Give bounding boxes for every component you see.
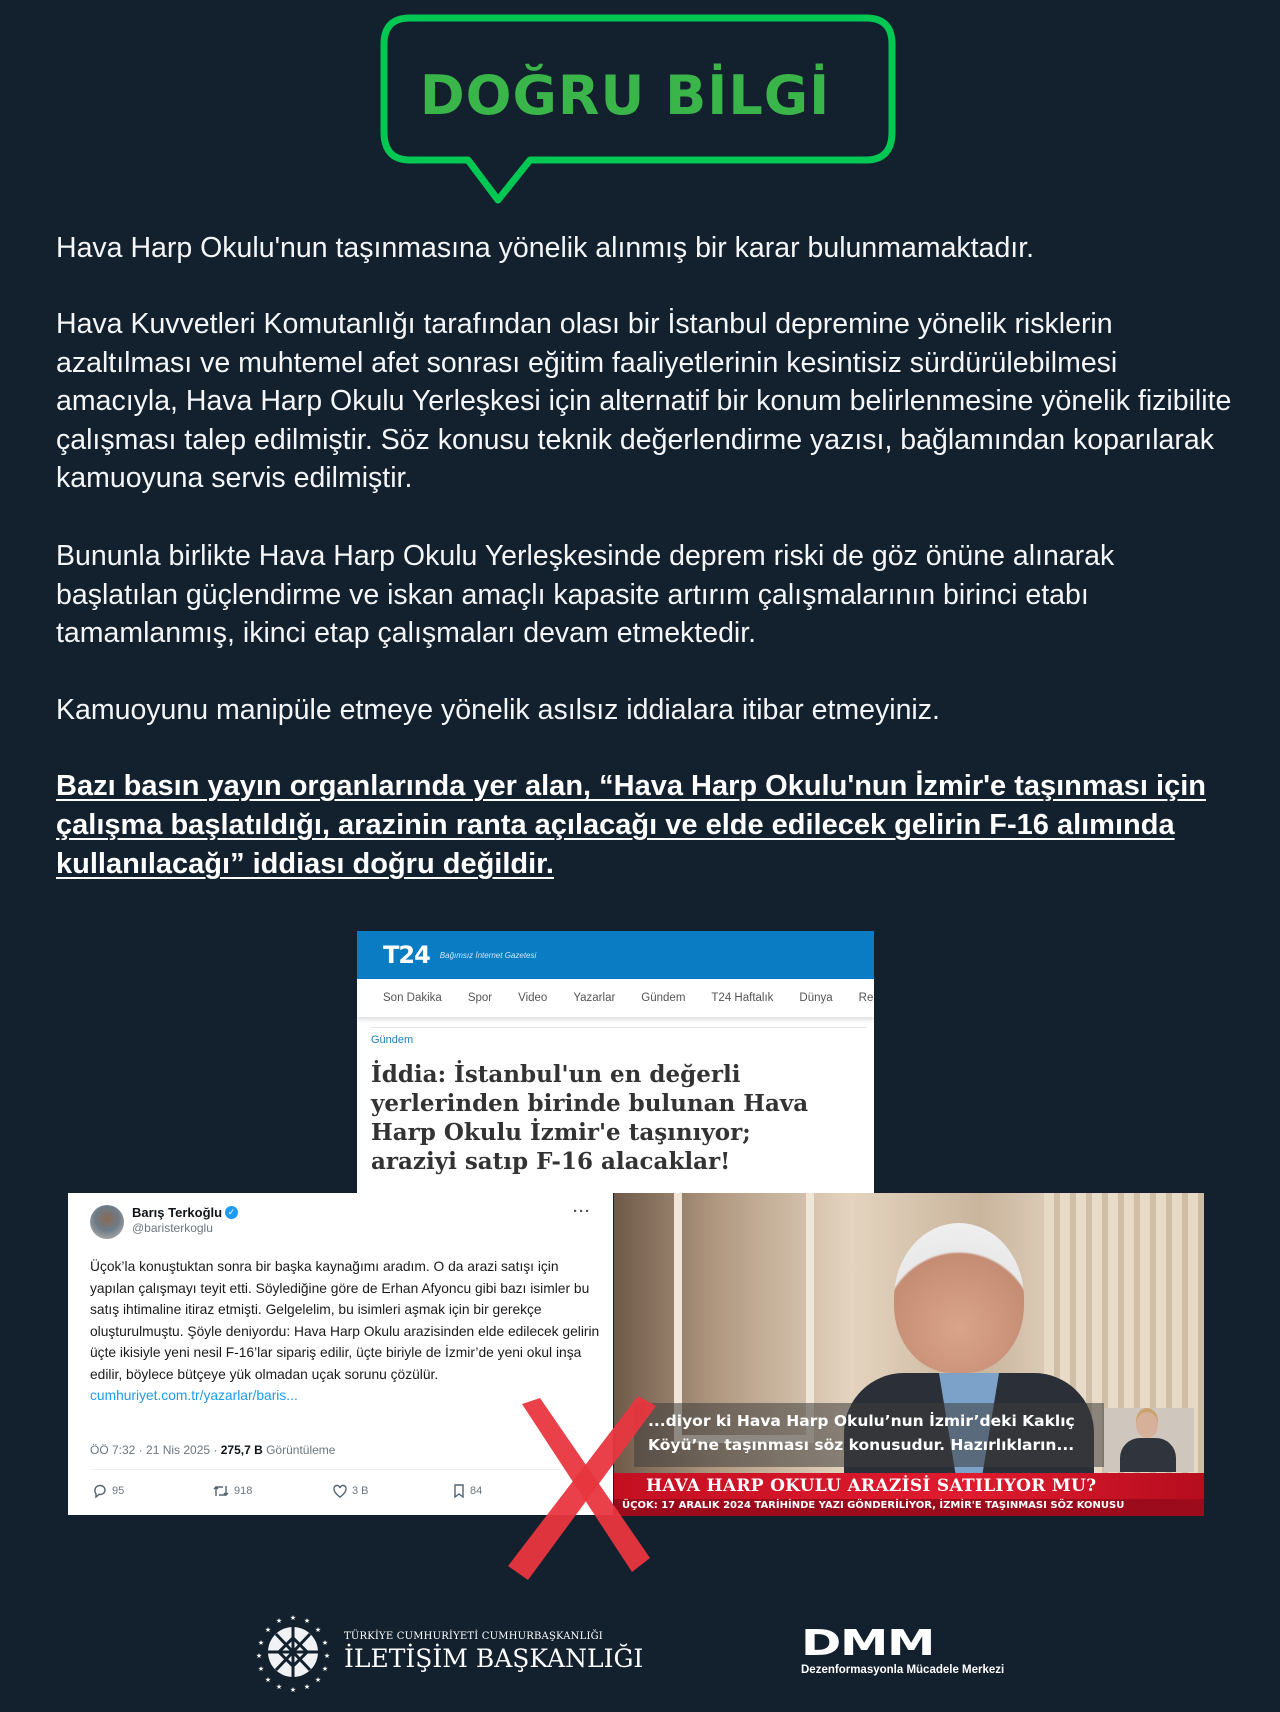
t24-nav-item: Re (858, 992, 874, 1004)
iletisim-big-text: İLETİŞİM BAŞKANLIĞI (344, 1644, 644, 1673)
t24-nav-item: T24 Haftalık (711, 992, 774, 1004)
paragraph-no-decision: Hava Harp Okulu'nun taşınmasına yönelik alınmış bir karar bulunmamaktadır. (56, 232, 1035, 264)
claim-statement: Bazı basın yayın organlarında yer alan, “Hava Harp Okulu'nun İzmir'e taşınması için çalışma başlatıldığı, arazinin ranta açılacağı ve elde edilecek gelirin F-16 alımında kullanılacağı” iddiası doğru değildir. (56, 770, 1206, 880)
tweet-author-name: Barış Terkoğlu ✓ (132, 1205, 238, 1220)
page-title: DOĞRU BİLGİ (419, 64, 831, 127)
iletisim-small-text: TÜRKİYE CUMHURİYETİ CUMHURBAŞKANLIĞI (344, 1631, 603, 1642)
t24-nav-item: Spor (467, 992, 493, 1004)
tweet-handle: @baristerkoglu (132, 1221, 213, 1235)
like-count: 3 B (332, 1483, 452, 1499)
emblem-icon (256, 1612, 330, 1692)
svg-text:★: ★ (314, 1676, 322, 1684)
svg-text:★: ★ (321, 1665, 329, 1673)
t24-divider (371, 1027, 867, 1028)
t24-tagline: Bağımsız İnternet Gazetesi (439, 950, 537, 960)
t24-nav (357, 979, 874, 1017)
reply-icon (92, 1483, 108, 1499)
tv-ticker: ÜÇOK: 17 ARALIK 2024 TARİHİNDE YAZI GÖNDERİLİYOR, İZMİR'E TAŞINMASI SÖZ KONUSU (622, 1500, 1125, 1511)
t24-headline: İddia: İstanbul'un en değerli yerlerinden birinde bulunan Hava Harp Okulu İzmir'e taşınıyor; araziyi satıp F-16 alacaklar! (371, 1061, 809, 1175)
more-options-icon: ··· (573, 1203, 591, 1220)
svg-text:★: ★ (289, 1614, 297, 1622)
svg-text:★: ★ (321, 1639, 329, 1647)
verified-badge-icon: ✓ (225, 1206, 238, 1219)
dmm-subtitle: Dezenformasyonla Mücadele Merkezi (801, 1664, 1005, 1676)
svg-text:★: ★ (257, 1639, 265, 1647)
svg-text:★: ★ (264, 1626, 272, 1634)
bookmark-icon (452, 1483, 466, 1499)
t24-header (357, 931, 874, 979)
tweet-author (90, 1205, 238, 1239)
t24-nav-item: Yazarlar (573, 992, 616, 1004)
t24-news-screenshot (357, 931, 874, 1193)
t24-logo: T24 (383, 941, 430, 969)
retweet-count: 918 (212, 1483, 332, 1499)
t24-nav-item: Son Dakika (383, 992, 442, 1004)
tv-banner-title: HAVA HARP OKULU ARAZİSİ SATILIYOR MU? (646, 1476, 1097, 1496)
paragraph-warning: Kamuoyunu manipüle etmeye yönelik asılsız iddialara itibar etmeyiniz. (56, 694, 940, 726)
paragraph-strengthening: Bununla birlikte Hava Harp Okulu Yerleşkesinde deprem riski de göz önüne alınarak başlatılan güçlendirme ve iskan amaçlı kapasite artırım çalışmalarının birinci etabı tamamlanmış, ikinci etap çalışmaları devam etmektedir. (56, 540, 1115, 649)
tv-broadcast-screenshot (614, 1193, 1204, 1516)
iletisim-baskanligi-logo (256, 1612, 643, 1692)
t24-category: Gündem (371, 1034, 414, 1046)
svg-text:★: ★ (303, 1617, 311, 1625)
t24-nav-item: Gündem (641, 992, 686, 1004)
dogru-bilgi-header (380, 14, 896, 206)
svg-text:★: ★ (257, 1665, 265, 1673)
tweet-body: Üçok’la konuştuktan sonra bir başka kaynağımı aradım. O da arazi satışı için yapılan çalışmayı teyit etti. Söylediğine göre de Erhan Afyoncu gibi bazı isimler bu satış ihtimaline itiraz etmişti. Gelgelelim, bu isimleri aşmak için bir gerekçe oluşturulmuştu. Şöyle deniyordu: Hava Harp Okulu arazisinden elde edilecek gelirin üçte ikisiyle yeni nesil F-16’lar sipariş edilir, üçte biriyle de İzmir’de yeni okul inşa edilir, böylece bütçeye yük olmadan uçak sorunu çözülür. cumhuriyet.com.tr/yazarlar/baris... (90, 1259, 600, 1403)
t24-nav-item: Video (518, 992, 548, 1004)
red-x-false-icon (500, 1390, 660, 1580)
avatar (90, 1205, 124, 1239)
tv-subtitle: ...diyor ki Hava Harp Okulu’nun İzmir’deki Kaklıç Köyü’ne taşınması söz konusudur. Hazırlıkların... (648, 1412, 1075, 1454)
t24-nav-item: Dünya (799, 992, 833, 1004)
svg-text:★: ★ (323, 1652, 330, 1660)
heart-icon (332, 1483, 348, 1499)
svg-text:★: ★ (264, 1676, 272, 1684)
retweet-icon (212, 1483, 230, 1499)
svg-text:★: ★ (289, 1686, 297, 1692)
dmm-logo-text: DMM (801, 1623, 935, 1664)
tweet-meta: ÖÖ 7:32 · 21 Nis 2025 · 275,7 B Görüntüleme (90, 1443, 336, 1457)
svg-text:★: ★ (256, 1652, 263, 1660)
svg-text:★: ★ (275, 1617, 283, 1625)
tweet-link: cumhuriyet.com.tr/yazarlar/baris... (90, 1388, 298, 1403)
sign-language-interpreter (1104, 1408, 1194, 1472)
svg-text:★: ★ (314, 1626, 322, 1634)
paragraph-feasibility: Hava Kuvvetleri Komutanlığı tarafından olası bir İstanbul depremine yönelik risklerin azaltılması ve muhtemel afet sonrası eğitim faaliyetlerinin kesintisiz sürdürülebilmesi amacıyla, Hava Harp Okulu Yerleşkesi için alternatif bir konum belirlenmesine yönelik fizibilite çalışması talep edilmiştir. Söz konusu teknik değerlendirme yazısı, bağlamından koparılarak kamuoyuna servis edilmiştir. (56, 308, 1232, 494)
dmm-logo (801, 1623, 1005, 1676)
svg-text:★: ★ (275, 1683, 283, 1691)
reply-count: 95 (92, 1483, 212, 1499)
svg-text:★: ★ (303, 1683, 311, 1691)
bookmark-count: 84 (452, 1483, 572, 1499)
